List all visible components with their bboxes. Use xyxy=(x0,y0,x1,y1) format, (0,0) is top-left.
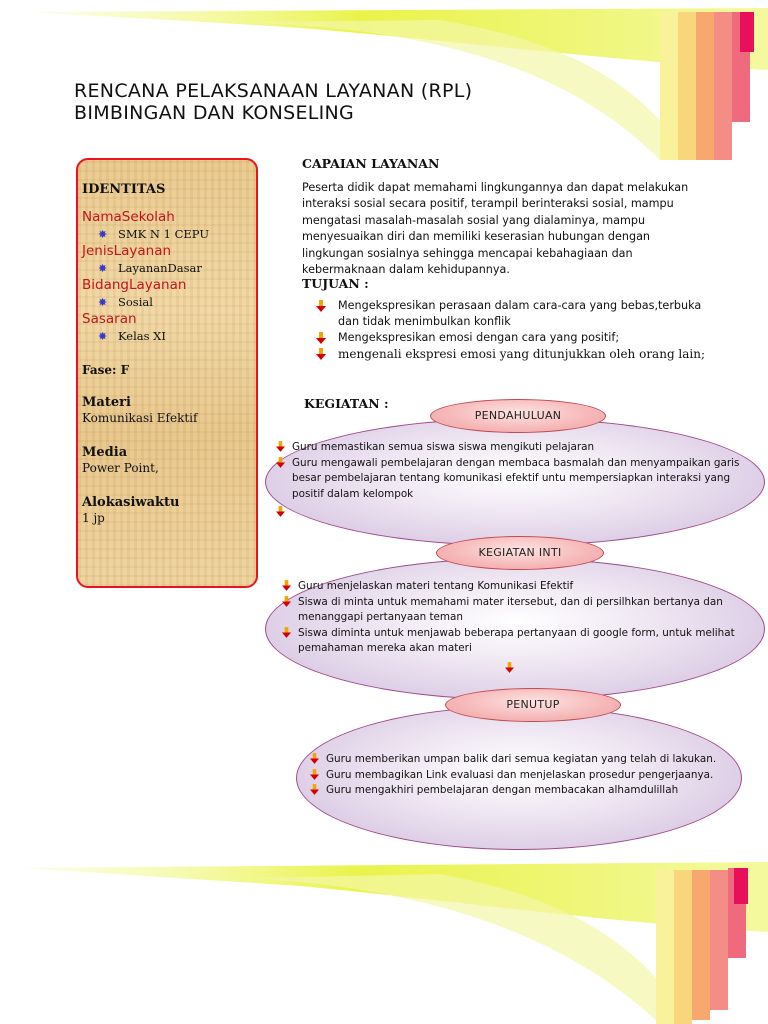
down-arrow-bullet-icon xyxy=(276,506,285,517)
media-value: Power Point, xyxy=(82,461,159,475)
identitas-heading: IDENTITAS xyxy=(82,182,166,197)
star-bullet-icon: ✸ xyxy=(98,262,108,275)
jenis-layanan-row xyxy=(98,260,254,277)
down-arrow-bullet-icon xyxy=(282,627,291,638)
jenis-layanan-value: LayananDasar xyxy=(118,261,202,275)
list-item: Guru mengakhiri pembelajaran dengan membacakan alhamdulillah xyxy=(310,783,730,799)
jenis-layanan-label: JenisLayanan xyxy=(82,243,172,259)
penutup-list xyxy=(310,752,730,799)
fase-text: Fase: F xyxy=(82,363,130,377)
star-bullet-icon: ✸ xyxy=(98,228,108,241)
footer-decoration xyxy=(0,840,768,1024)
kegiatan-inti-list xyxy=(282,579,748,657)
capaian-heading: CAPAIAN LAYANAN xyxy=(302,156,440,171)
down-arrow-bullet-icon xyxy=(310,769,319,780)
page-title xyxy=(74,80,472,124)
pendahuluan-list xyxy=(276,440,746,502)
bidang-layanan-label: BidangLayanan xyxy=(82,277,187,293)
tujuan-heading: TUJUAN : xyxy=(302,276,369,291)
pendahuluan-label: PENDAHULUAN xyxy=(430,399,606,433)
list-item: Guru memastikan semua siswa siswa mengikuti pelajaran xyxy=(276,440,746,456)
down-arrow-bullet-icon xyxy=(316,348,326,360)
down-arrow-bullet-icon xyxy=(276,457,285,468)
bidang-layanan-row xyxy=(98,294,254,311)
nama-sekolah-label: NamaSekolah xyxy=(82,209,175,225)
alokasi-value: 1 jp xyxy=(82,511,105,525)
list-item: Mengekspresikan perasaan dalam cara-cara yang bebas,terbuka dan tidak menimbulkan konflik xyxy=(316,298,716,330)
sasaran-label: Sasaran xyxy=(82,311,137,327)
down-arrow-bullet-icon xyxy=(276,441,285,452)
alokasi-label: Alokasiwaktu xyxy=(82,495,180,510)
materi-value: Komunikasi Efektif xyxy=(82,411,198,425)
down-arrow-bullet-icon xyxy=(310,784,319,795)
nama-sekolah-value: SMK N 1 CEPU xyxy=(118,227,210,241)
kegiatan-heading: KEGIATAN : xyxy=(304,396,389,411)
nama-sekolah-row xyxy=(98,226,254,243)
title-line-2: BIMBINGAN DAN KONSELING xyxy=(74,102,355,124)
down-arrow-bullet-icon xyxy=(316,300,326,312)
sasaran-row xyxy=(98,328,254,345)
kegiatan-inti-label: KEGIATAN INTI xyxy=(436,536,604,570)
identity-panel xyxy=(76,158,258,588)
title-line-1: RENCANA PELAKSANAAN LAYANAN (RPL) xyxy=(74,80,473,102)
list-item: Guru mengawali pembelajaran dengan membaca basmalah dan menyampaikan garis besar pembelajaran tentang komunikasi efektif untu mempersiapkan interaksi yang positif dalam kelompok xyxy=(276,456,746,503)
down-arrow-bullet-icon xyxy=(310,753,319,764)
list-item: Guru membagikan Link evaluasi dan menjelaskan prosedur pengerjaanya. xyxy=(310,768,730,784)
list-item: mengenali ekspresi emosi yang ditunjukkan oleh orang lain; xyxy=(316,346,716,363)
capaian-text: Peserta didik dapat memahami lingkungannya dan dapat melakukan interaksi sosial secara positif, terampil berinteraksi sosial, mampu mengatasi masalah-masalah sosial yang dialaminya, mampu menyesuaikan diri dan memiliki keserasian hubungan dengan lingkungan sosialnya sehingga mencapai kebahagiaan dan kebermaknaan dalam kehidupannya. xyxy=(302,181,689,277)
bidang-layanan-value: Sosial xyxy=(118,295,153,309)
materi-label: Materi xyxy=(82,395,131,410)
down-arrow-bullet-icon xyxy=(316,332,326,344)
down-arrow-bullet-icon xyxy=(505,662,514,673)
list-item: Mengekspresikan emosi dengan cara yang positif; xyxy=(316,330,716,346)
list-item: Siswa di minta untuk memahami mater itersebut, dan di persilhkan bertanya dan menanggapi pertanyaan teman xyxy=(282,595,748,626)
down-arrow-bullet-icon xyxy=(282,580,291,591)
down-arrow-bullet-icon xyxy=(282,596,291,607)
star-bullet-icon: ✸ xyxy=(98,330,108,343)
penutup-label: PENUTUP xyxy=(445,688,621,722)
list-item: Guru memberikan umpan balik dari semua kegiatan yang telah di lakukan. xyxy=(310,752,730,768)
list-item: Guru menjelaskan materi tentang Komunikasi Efektif xyxy=(282,579,748,595)
star-bullet-icon: ✸ xyxy=(98,296,108,309)
media-label: Media xyxy=(82,445,128,460)
sasaran-value: Kelas XI xyxy=(118,329,166,343)
list-item: Siswa diminta untuk menjawab beberapa pertanyaan di google form, untuk melihat pemahaman mereka akan materi xyxy=(282,626,748,657)
tujuan-list xyxy=(316,298,716,363)
